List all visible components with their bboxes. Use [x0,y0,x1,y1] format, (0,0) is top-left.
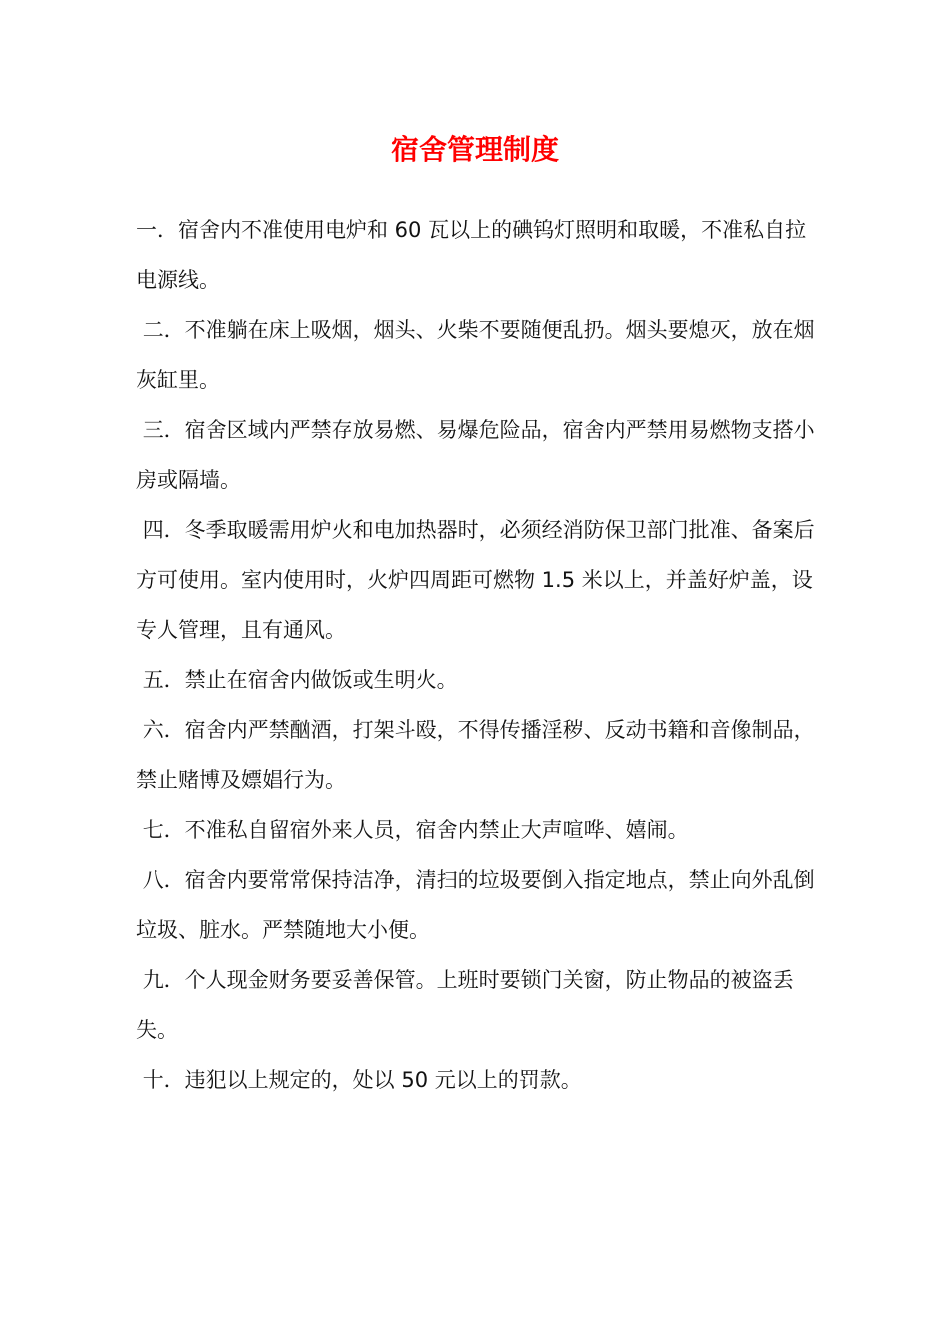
rule-item-10: 十．违犯以上规定的，处以 50 元以上的罚款。 [136,1068,582,1092]
rule-item-2: 二．不准躺在床上吸烟，烟头、火柴不要随便乱扔。烟头要熄灭，放在烟灰缸里。 [136,318,815,392]
rule-item-5: 五．禁止在宿舍内做饭或生明火。 [136,668,458,692]
rule-item-7: 七．不准私自留宿外来人员，宿舍内禁止大声喧哗、嬉闹。 [136,818,689,842]
rule-item-9: 九．个人现金财务要妥善保管。上班时要锁门关窗，防止物品的被盗丢失。 [136,968,794,1042]
rule-item-6: 六．宿舍内严禁酗酒，打架斗殴，不得传播淫秽、反动书籍和音像制品，禁止赌博及嫖娼行为。 [136,718,815,792]
rules-list [136,205,820,1105]
rule-item-4: 四．冬季取暖需用炉火和电加热器时，必须经消防保卫部门批准、备案后方可使用。室内使用时，火炉四周距可燃物 1.5 米以上，并盖好炉盖，设专人管理，且有通风。 [136,518,815,642]
rule-item-8: 八．宿舍内要常常保持洁净，清扫的垃圾要倒入指定地点，禁止向外乱倒垃圾、脏水。严禁随地大小便。 [136,868,815,942]
document-title: 宿舍管理制度 [390,133,559,166]
rule-item-1: 一．宿舍内不准使用电炉和 60 瓦以上的碘钨灯照明和取暖，不准私自拉电源线。 [136,218,807,292]
rule-item-3: 三．宿舍区域内严禁存放易燃、易爆危险品，宿舍内严禁用易燃物支搭小房或隔墙。 [136,418,815,492]
